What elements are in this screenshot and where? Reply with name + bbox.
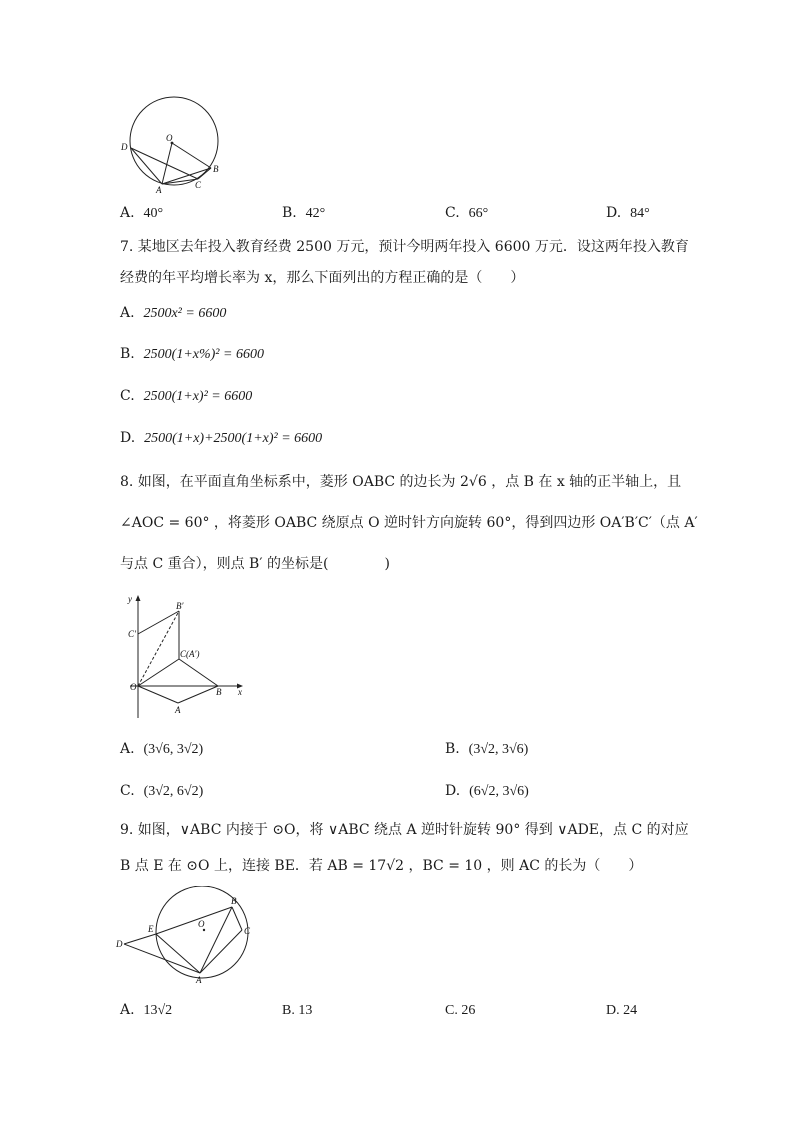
q9-option-c [445,1002,475,1019]
q7-option-d-letter: D. [120,430,136,446]
q9-line-DA [124,944,200,973]
q6-option-d [606,205,650,222]
q8-option-a-letter: A. [120,741,135,757]
q6-option-d-letter: D. [606,205,622,221]
q8-label-O: O [130,682,137,692]
q7-stem-line1: 7. 某地区去年投入教育经费 2500 万元，预计今明两年投入 6600 万元．设这两年投入教育 [120,239,689,255]
q6-option-d-text: 84° [630,206,650,221]
q9-option-a-text: 13√2 [143,1003,173,1018]
q8-edge-OA [138,686,178,703]
q6-label-D: D [121,142,128,152]
q9-option-d [606,1002,637,1019]
q6-option-c [445,205,488,222]
q8-edge-BC [179,659,218,686]
q9-stem-line1: 9. 如图，∨ABC 内接于 ⊙O，将 ∨ABC 绕点 A 逆时针旋转 90° 得到 ∨ADE，点 C 的对应 [120,822,689,838]
q7-option-b-text: 2500(1+x%)² = 6600 [143,347,264,362]
q6-option-a-letter: A. [120,205,135,221]
q6-option-b-text: 42° [305,206,326,221]
q8-stem-line2: ∠AOC = 60° ，将菱形 OABC 绕原点 O 逆时针方向旋转 60°，得到四边形 OA′B′C′（点 A′ [120,515,698,531]
q8-label-CA: C(A′) [180,649,200,659]
q8-label-Cprime: C′ [128,629,136,639]
q6-figure [112,96,232,196]
q9-label-E: E [148,924,154,934]
q9-option-c-text: C. 26 [445,1003,476,1018]
q8-label-x: x [238,687,242,697]
q7-option-c [120,388,252,405]
q9-label-C: C [244,926,251,936]
q6-line-DA [131,148,162,184]
q6-option-a [120,205,163,222]
q9-stem-line2: B 点 E 在 ⊙O 上，连接 BE．若 AB = 17√2 ，BC = 10 ，则 AC 的长为（ ） [120,858,643,874]
q8-figure [112,592,252,724]
q6-label-A: A [156,185,162,195]
q8-label-A: A [175,705,181,715]
q8-option-c-letter: C. [120,783,135,799]
q7-option-a-letter: A. [120,305,135,321]
q7-option-d [120,430,322,447]
q6-circle [130,97,218,185]
q8-option-d-letter: D. [445,783,461,799]
q9-option-d-text: D. 24 [606,1003,638,1018]
q9-label-A: A [196,975,202,985]
q7-option-a-text: 2500x² = 6600 [143,306,227,321]
q9-figure [112,886,262,990]
q9-label-B: B [231,896,237,906]
q6-line-AC [162,179,198,184]
q8-option-d-text: (6√2, 3√6) [469,784,529,799]
q8-edge-CO [138,659,179,686]
q6-label-C: C [195,180,202,190]
q7-option-a [120,305,226,322]
q8-option-b-text: (3√2, 3√6) [468,742,529,757]
q8-label-Bprime: B′ [176,601,184,611]
q6-option-c-letter: C. [445,205,460,221]
q6-option-b-letter: B. [282,205,297,221]
q9-option-b [282,1002,312,1019]
q9-line-EA [156,934,200,973]
q7-option-b [120,346,264,363]
q8-stem-line1: 8. 如图，在平面直角坐标系中，菱形 OABC 的边长为 2√6 ，点 B 在 x 轴的正半轴上，且 [120,474,682,490]
q8-edge-AB [178,686,218,703]
q8-option-d [445,783,529,800]
q8-label-y: y [128,594,132,604]
q8-y-axis-arrow [136,595,141,601]
q7-option-c-text: 2500(1+x)² = 6600 [143,389,253,404]
q6-option-c-text: 66° [468,206,489,221]
q9-line-BC [232,907,242,930]
q7-stem-line2: 经费的年平均增长率为 x，那么下面列出的方程正确的是（ ） [120,270,525,286]
q9-option-a-letter: A. [120,1002,135,1018]
q6-line-OB [172,143,211,168]
q9-label-D: D [116,939,123,949]
q8-option-b-letter: B. [445,741,460,757]
q9-label-O: O [198,919,205,929]
q8-stem-line3: 与点 C 重合），则点 B′ 的坐标是( ) [120,556,390,572]
q6-label-O: O [166,133,173,143]
q8-option-a [120,741,203,758]
q8-label-B: B [216,687,222,697]
q7-option-d-text: 2500(1+x)+2500(1+x)² = 6600 [144,431,323,446]
q8-option-c-text: (3√2, 6√2) [143,784,204,799]
q9-line-CA [200,930,242,973]
q9-option-b-text: B. 13 [282,1003,313,1018]
q9-center-dot [203,929,205,931]
q6-line-AB [162,168,211,184]
q6-option-a-text: 40° [143,206,164,221]
q8-option-c [120,783,203,800]
q9-option-a [120,1002,172,1019]
q6-option-b [282,205,325,222]
q9-line-DE [124,934,156,944]
q8-option-b [445,741,528,758]
q6-label-B: B [213,164,219,174]
q8-option-a-text: (3√6, 3√2) [143,742,204,757]
q7-option-c-letter: C. [120,388,135,404]
q7-option-b-letter: B. [120,346,135,362]
